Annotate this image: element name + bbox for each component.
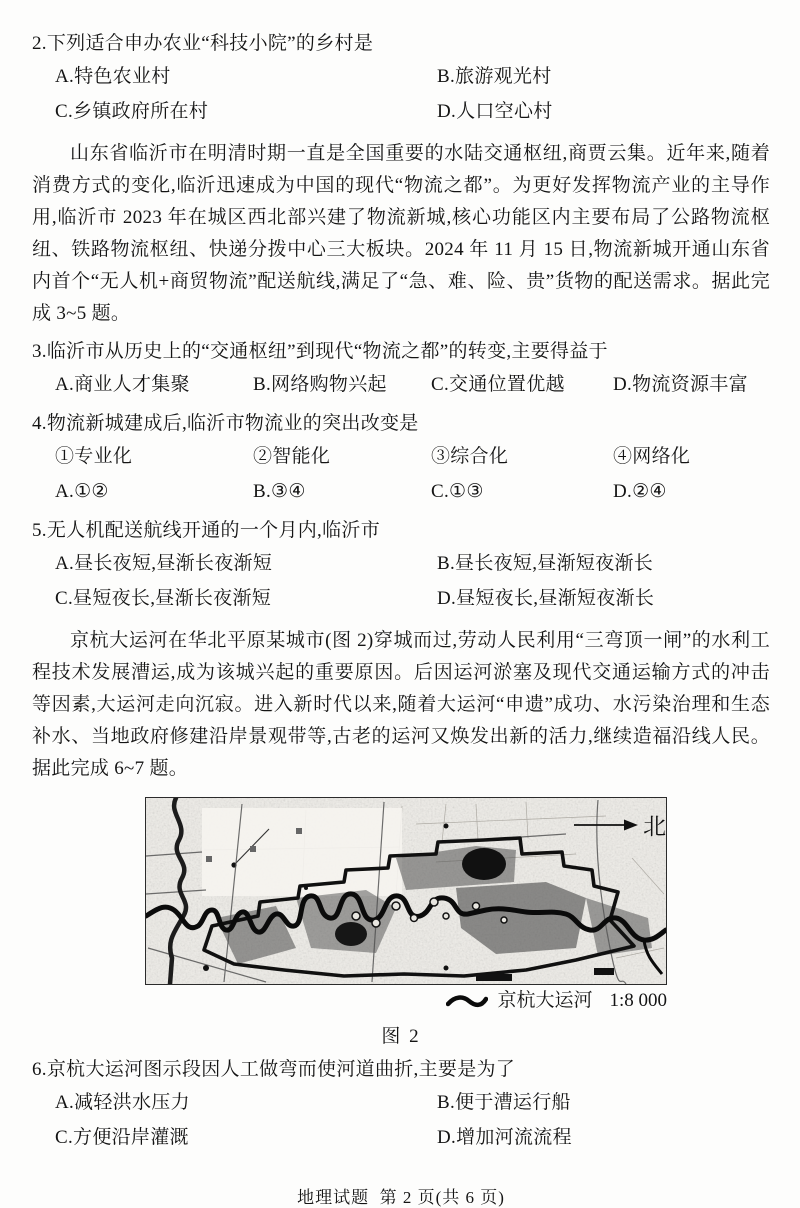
q4-item-3: ③综合化	[431, 446, 509, 467]
q4-option-d: D.②④	[613, 481, 667, 502]
q4-item-2: ②智能化	[253, 446, 331, 467]
q3-option-c: C.交通位置优越	[431, 374, 565, 395]
canal-city-map	[145, 797, 667, 985]
q2-option-a: A.特色农业村	[55, 66, 171, 87]
map-scale: 1:8 000	[609, 990, 667, 1011]
q6-option-b: B.便于漕运行船	[437, 1092, 571, 1113]
figure-2	[32, 797, 770, 1048]
page-footer: 地理试题 第 2 页(共 6 页)	[297, 1188, 505, 1207]
map-legend	[145, 988, 667, 1014]
q3-option-b: B.网络购物兴起	[253, 374, 387, 395]
question-5	[32, 516, 770, 616]
question-6-options	[32, 1085, 770, 1155]
q5-option-c: C.昼短夜长,昼渐长夜渐短	[55, 588, 272, 609]
question-5-stem: 5.无人机配送航线开通的一个月内,临沂市	[32, 520, 381, 541]
passage-grand-canal: 京杭大运河在华北平原某城市(图 2)穿城而过,劳动人民利用“三弯顶一闸”的水利工程技术发展漕运,成为该城兴起的重要原因。后因运河淤塞及现代交通运输方式的冲击等因素,大运河走向沉寂。进入新时代以来,随着大运河“申遗”成功、水污染治理和生态补水、当地政府修建沿岸景观带等,古老的运河又焕发出新的活力,继续造福沿线人民。据此完成 6~7 题。	[32, 630, 770, 779]
q5-option-b: B.昼长夜短,昼渐短夜渐长	[437, 553, 654, 574]
q2-option-c: C.乡镇政府所在村	[55, 101, 209, 122]
q6-option-d: D.增加河流流程	[437, 1127, 572, 1148]
q4-item-1: ①专业化	[55, 446, 133, 467]
q2-option-d: D.人口空心村	[437, 101, 553, 122]
q4-option-c: C.①③	[431, 481, 484, 502]
north-label: 北	[643, 814, 666, 839]
q3-option-d: D.物流资源丰富	[613, 374, 748, 395]
q5-option-a: A.昼长夜短,昼渐长夜渐短	[55, 553, 273, 574]
passage-linyi-logistics: 山东省临沂市在明清时期一直是全国重要的水陆交通枢纽,商贾云集。近年来,随着消费方式的变化,临沂迅速成为中国的现代“物流之都”。为更好发挥物流产业的主导作用,临沂市 2023 年在城区西北部兴建了物流新城,核心功能区内主要布局了公路物流枢纽、铁路物流枢纽、快递分拨中心三大板块。2024 年 11 月 15 日,物流新城开通山东省内首个“无人机+商贸物流”配送航线,满足了“急、难、险、贵”货物的配送需求。据此完成 3~5 题。	[32, 143, 770, 324]
question-4-items	[32, 439, 770, 474]
question-2-options	[32, 59, 770, 129]
question-3-options	[32, 367, 770, 402]
q4-option-a: A.①②	[55, 481, 109, 502]
q4-item-4: ④网络化	[613, 446, 691, 467]
question-4-options	[32, 474, 770, 509]
q2-option-b: B.旅游观光村	[437, 66, 552, 87]
q5-option-d: D.昼短夜长,昼渐短夜渐长	[437, 588, 655, 609]
question-3-stem: 3.临沂市从历史上的“交通枢纽”到现代“物流之都”的转变,主要得益于	[32, 341, 608, 362]
q6-option-a: A.减轻洪水压力	[55, 1092, 190, 1113]
canal-city-map-drawing	[146, 798, 666, 984]
question-5-options	[32, 546, 770, 616]
question-6-stem: 6.京杭大运河图示段因人工做弯而使河道曲折,主要是为了	[32, 1059, 516, 1080]
q3-option-a: A.商业人才集聚	[55, 374, 190, 395]
question-3	[32, 337, 770, 402]
question-2	[32, 29, 770, 129]
legend-canal-label: 京杭大运河	[497, 990, 593, 1011]
question-2-stem: 2.下列适合申办农业“科技小院”的乡村是	[32, 33, 374, 54]
q6-option-c: C.方便沿岸灌溉	[55, 1127, 189, 1148]
q4-option-b: B.③④	[253, 481, 306, 502]
question-4-stem: 4.物流新城建成后,临沂市物流业的突出改变是	[32, 413, 419, 434]
canal-line-symbol-icon	[446, 994, 488, 1008]
question-4	[32, 409, 770, 509]
question-6	[32, 1055, 770, 1155]
figure-caption: 图 2	[381, 1026, 421, 1047]
